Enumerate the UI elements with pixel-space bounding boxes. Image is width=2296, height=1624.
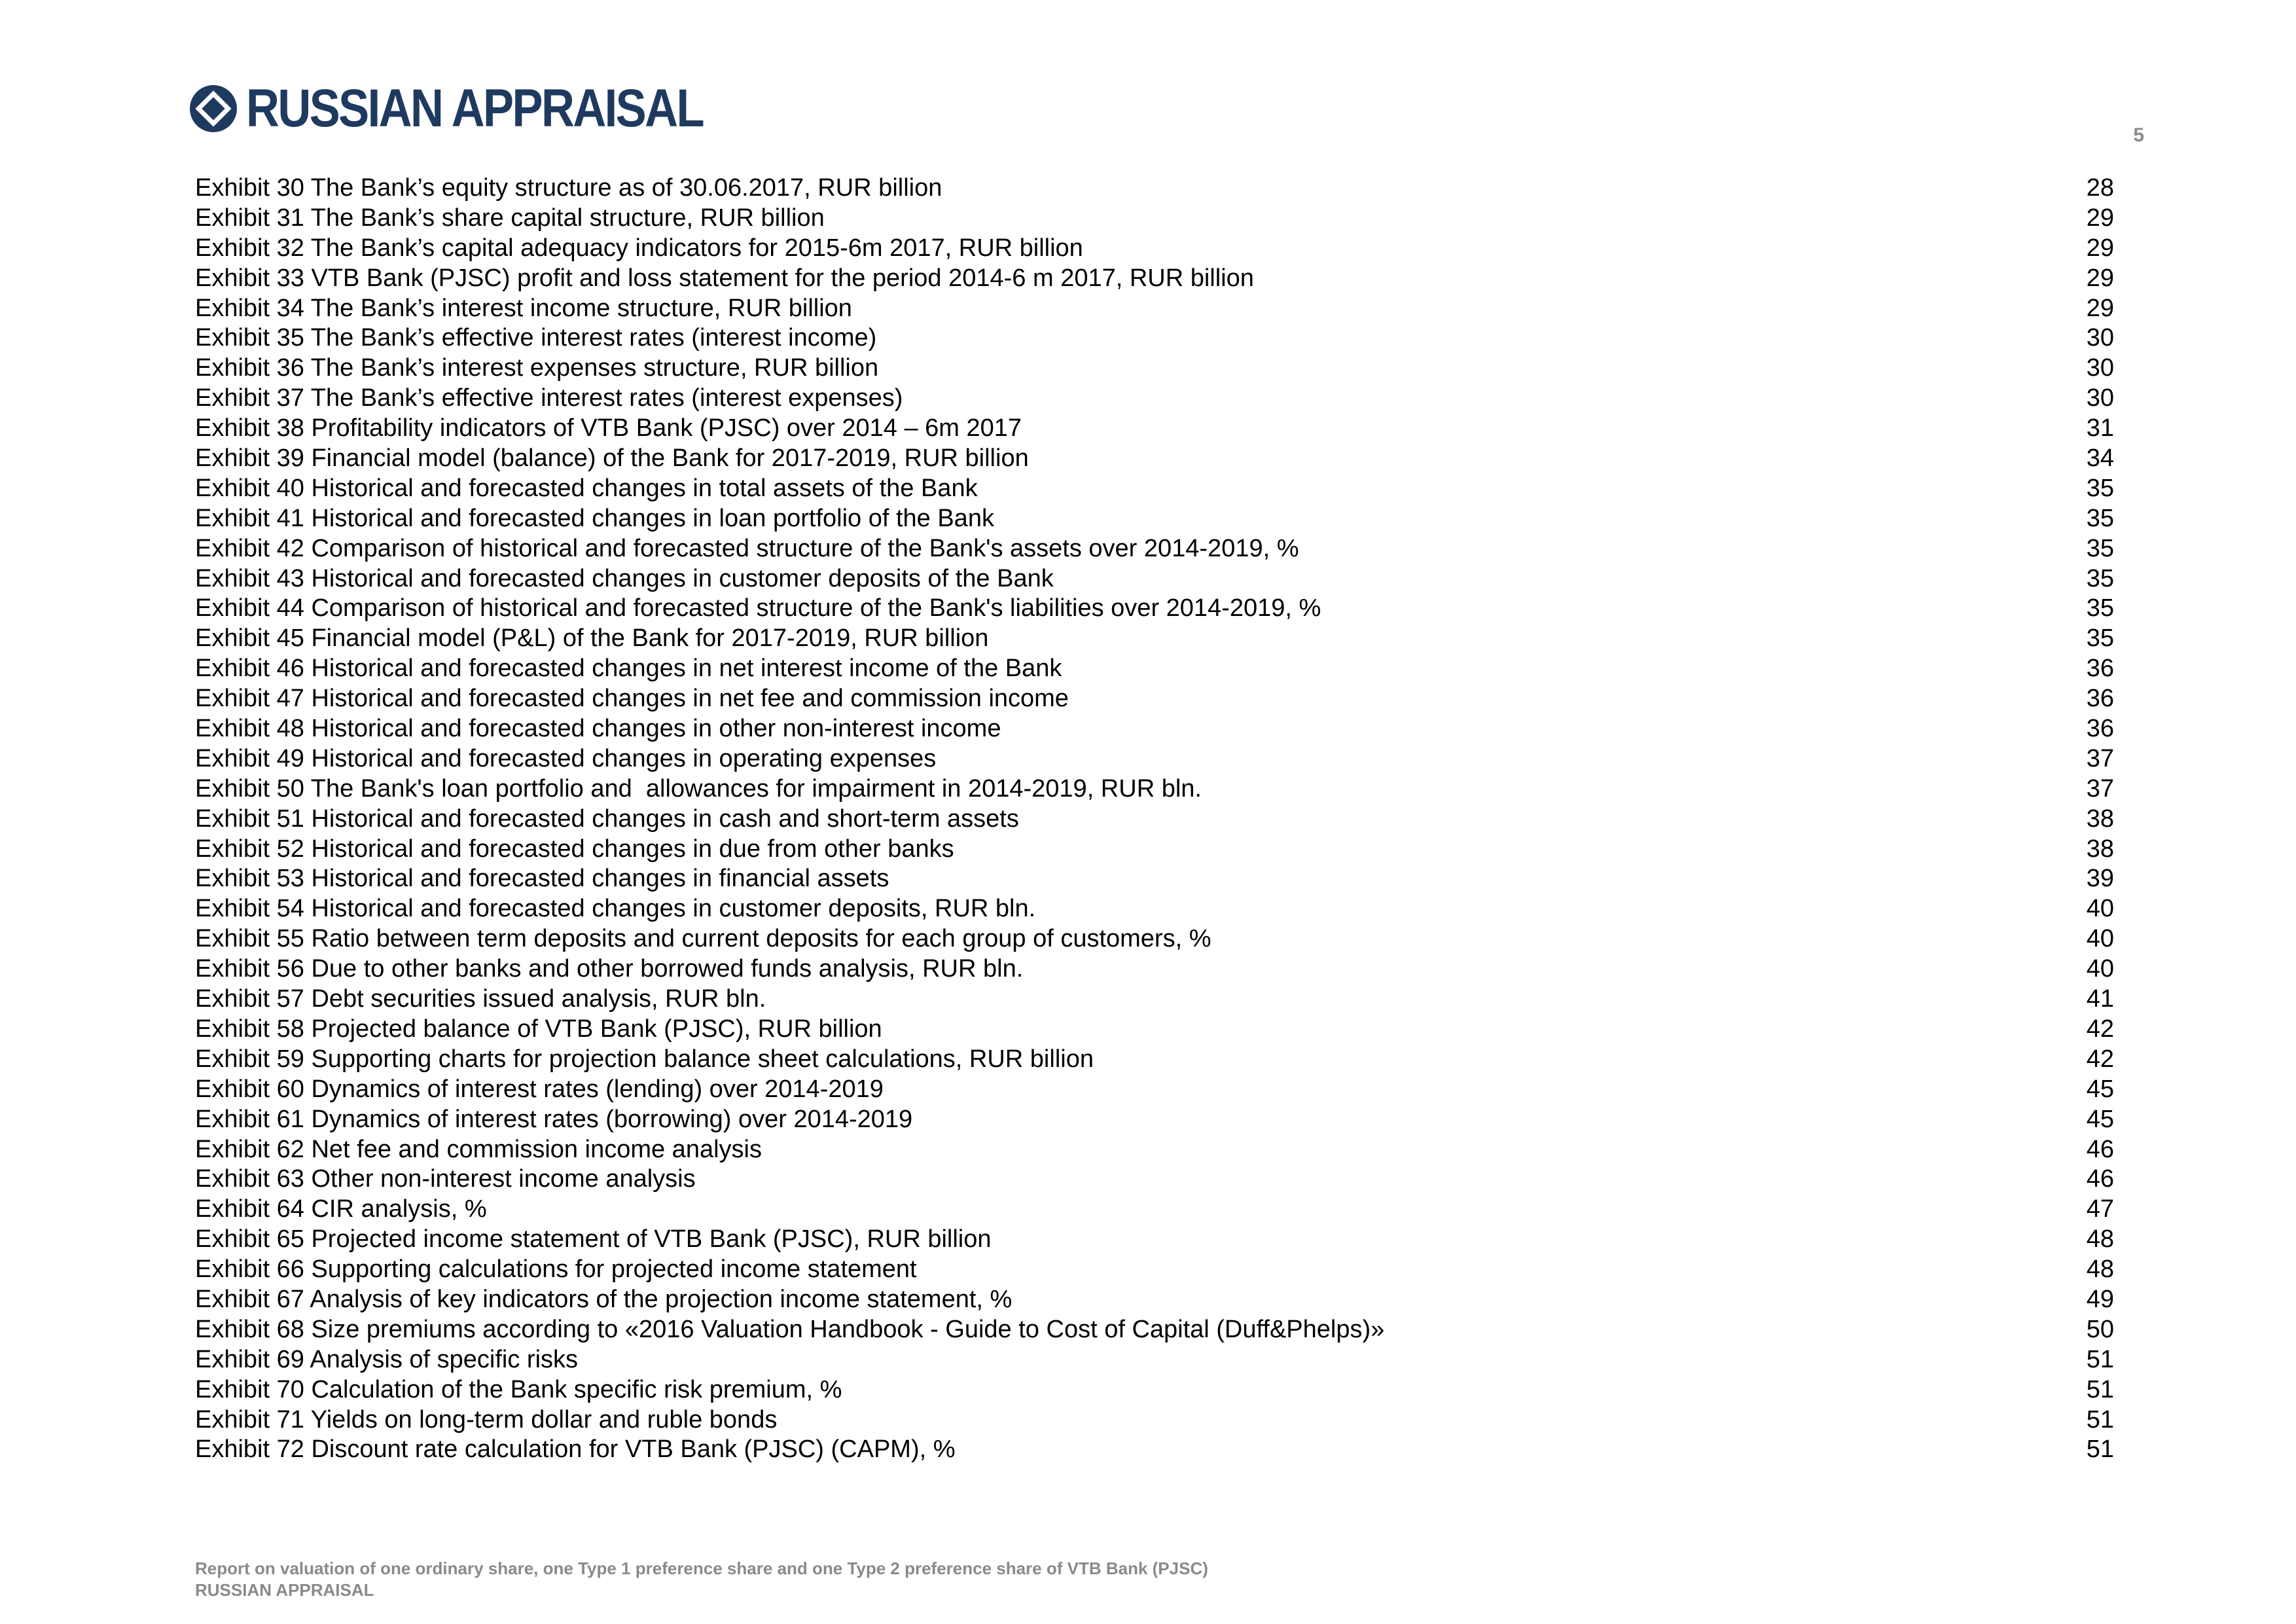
toc-entry[interactable] (195, 744, 2114, 774)
toc-entry-title: Exhibit 53 Historical and forecasted changes in financial assets (195, 865, 889, 893)
toc-entry-page: 29 (2086, 204, 2114, 232)
toc-entry-title: Exhibit 33 VTB Bank (PJSC) profit and loss statement for the period 2014-6 m 2017, RUR billion (195, 264, 1254, 292)
toc-entry[interactable] (195, 1135, 2114, 1165)
toc-entry-page: 35 (2086, 624, 2114, 653)
toc-entry-title: Exhibit 49 Historical and forecasted changes in operating expenses (195, 744, 937, 772)
toc-entry[interactable] (195, 684, 2114, 714)
toc-entry-page: 51 (2086, 1405, 2114, 1434)
toc-entry[interactable] (195, 894, 2114, 924)
toc-entry-title: Exhibit 35 The Bank’s effective interest rates (interest income) (195, 324, 877, 352)
toc-entry[interactable] (195, 924, 2114, 954)
toc-entry-page: 29 (2086, 294, 2114, 322)
toc-entry[interactable] (195, 774, 2114, 804)
toc-entry-title: Exhibit 47 Historical and forecasted changes in net fee and commission income (195, 685, 1069, 713)
toc-entry[interactable] (195, 1105, 2114, 1135)
toc-entry-page: 40 (2086, 925, 2114, 953)
toc-entry-title: Exhibit 52 Historical and forecasted changes in due from other banks (195, 835, 954, 863)
toc-entry-page: 42 (2086, 1045, 2114, 1073)
toc-entry-page: 31 (2086, 414, 2114, 442)
toc-entry[interactable] (195, 714, 2114, 744)
toc-entry-page: 30 (2086, 354, 2114, 382)
toc-entry-page: 36 (2086, 655, 2114, 683)
toc-entry[interactable] (195, 1315, 2114, 1345)
toc-entry-title: Exhibit 38 Profitability indicators of VTB Bank (PJSC) over 2014 – 6m 2017 (195, 414, 1022, 442)
toc-entry-title: Exhibit 56 Due to other banks and other borrowed funds analysis, RUR bln. (195, 955, 1024, 983)
toc-entry-page: 42 (2086, 1015, 2114, 1043)
toc-entry[interactable] (195, 1285, 2114, 1315)
toc-entry-title: Exhibit 44 Comparison of historical and forecasted structure of the Bank's liabilities over 2014-2019, % (195, 594, 1321, 623)
toc-entry-title: Exhibit 67 Analysis of key indicators of the projection income statement, % (195, 1285, 1013, 1313)
toc-entry-page: 48 (2086, 1255, 2114, 1284)
toc-entry-page: 45 (2086, 1105, 2114, 1133)
toc-entry-title: Exhibit 72 Discount rate calculation for VTB Bank (PJSC) (CAPM), % (195, 1435, 956, 1464)
toc-entry-page: 36 (2086, 685, 2114, 713)
toc-entry-page: 28 (2086, 174, 2114, 202)
toc-entry-page: 35 (2086, 564, 2114, 592)
toc-entry-title: Exhibit 32 The Bank’s capital adequacy indicators for 2015-6m 2017, RUR billion (195, 234, 1083, 262)
toc-entry-page: 51 (2086, 1375, 2114, 1403)
toc-entry[interactable] (195, 1405, 2114, 1435)
toc-entry[interactable] (195, 444, 2114, 474)
toc-entry-title: Exhibit 62 Net fee and commission income analysis (195, 1135, 762, 1163)
toc-entry-title: Exhibit 48 Historical and forecasted changes in other non-interest income (195, 715, 1001, 743)
toc-entry[interactable] (195, 984, 2114, 1015)
toc-entry-title: Exhibit 64 CIR analysis, % (195, 1195, 487, 1223)
toc-entry-title: Exhibit 42 Comparison of historical and forecasted structure of the Bank's assets over 2014-2019, % (195, 534, 1299, 562)
toc-entry[interactable] (195, 323, 2114, 353)
toc-entry-page: 48 (2086, 1225, 2114, 1254)
toc-entry-page: 35 (2086, 594, 2114, 623)
toc-entry-page: 50 (2086, 1315, 2114, 1343)
toc-entry[interactable] (195, 534, 2114, 564)
toc-entry[interactable] (195, 1345, 2114, 1375)
toc-entry-page: 37 (2086, 774, 2114, 803)
toc-entry-page: 38 (2086, 804, 2114, 833)
toc-entry[interactable] (195, 384, 2114, 414)
toc-entry-page: 35 (2086, 504, 2114, 532)
toc-entry-title: Exhibit 50 The Bank's loan portfolio and allowances for impairment in 2014-2019, RUR bln. (195, 774, 1202, 803)
toc-entry-title: Exhibit 39 Financial model (balance) of the Bank for 2017-2019, RUR billion (195, 444, 1029, 473)
footer (195, 1558, 1208, 1601)
toc-entry-title: Exhibit 40 Historical and forecasted changes in total assets of the Bank (195, 474, 978, 502)
toc-entry-page: 41 (2086, 985, 2114, 1013)
toc-entry-title: Exhibit 55 Ratio between term deposits and current deposits for each group of customers, % (195, 925, 1211, 953)
toc-entry-page: 46 (2086, 1165, 2114, 1193)
toc-entry[interactable] (195, 1045, 2114, 1075)
toc-entry-page: 35 (2086, 474, 2114, 502)
toc-entry-title: Exhibit 60 Dynamics of interest rates (lending) over 2014-2019 (195, 1075, 884, 1103)
toc-entry-title: Exhibit 36 The Bank’s interest expenses structure, RUR billion (195, 354, 879, 382)
toc-entry-title: Exhibit 34 The Bank’s interest income structure, RUR billion (195, 294, 852, 322)
toc-entry-page: 51 (2086, 1345, 2114, 1373)
toc-entry[interactable] (195, 864, 2114, 894)
toc-entry[interactable] (195, 804, 2114, 835)
toc-entry-page: 37 (2086, 744, 2114, 772)
toc-entry[interactable] (195, 1225, 2114, 1255)
company-logo (188, 81, 778, 136)
toc-entry-page: 34 (2086, 444, 2114, 473)
toc-entry[interactable] (195, 264, 2114, 294)
toc-entry-page: 51 (2086, 1435, 2114, 1464)
toc-entry-title: Exhibit 57 Debt securities issued analysis, RUR bln. (195, 985, 766, 1013)
toc-entry-title: Exhibit 69 Analysis of specific risks (195, 1345, 579, 1373)
toc-entry-title: Exhibit 45 Financial model (P&L) of the Bank for 2017-2019, RUR billion (195, 624, 989, 653)
toc-entry[interactable] (195, 624, 2114, 654)
footer-company-name: RUSSIAN APPRAISAL (195, 1580, 374, 1600)
toc-entry-title: Exhibit 30 The Bank’s equity structure as of 30.06.2017, RUR billion (195, 174, 942, 202)
toc-entry-title: Exhibit 43 Historical and forecasted changes in customer deposits of the Bank (195, 564, 1054, 592)
exhibit-list (195, 173, 2114, 1465)
toc-entry[interactable] (195, 1375, 2114, 1405)
toc-entry-page: 36 (2086, 715, 2114, 743)
toc-entry-title: Exhibit 51 Historical and forecasted changes in cash and short-term assets (195, 804, 1019, 833)
toc-entry-page: 29 (2086, 264, 2114, 292)
toc-entry-title: Exhibit 37 The Bank’s effective interest rates (interest expenses) (195, 384, 903, 412)
toc-entry[interactable] (195, 474, 2114, 504)
toc-entry-title: Exhibit 31 The Bank’s share capital structure, RUR billion (195, 204, 825, 232)
toc-entry-title: Exhibit 41 Historical and forecasted changes in loan portfolio of the Bank (195, 504, 994, 532)
toc-entry[interactable] (195, 564, 2114, 594)
toc-entry[interactable] (195, 294, 2114, 324)
toc-entry[interactable] (195, 835, 2114, 865)
toc-entry[interactable] (195, 594, 2114, 624)
logo-text: RUSSIAN APPRAISAL (246, 79, 703, 138)
toc-entry-page: 39 (2086, 865, 2114, 893)
toc-entry[interactable] (195, 353, 2114, 384)
toc-entry-title: Exhibit 66 Supporting calculations for projected income statement (195, 1255, 917, 1284)
toc-entry[interactable] (195, 234, 2114, 264)
toc-entry-page: 29 (2086, 234, 2114, 262)
toc-entry-title: Exhibit 58 Projected balance of VTB Bank (PJSC), RUR billion (195, 1015, 882, 1043)
toc-entry[interactable] (195, 954, 2114, 984)
toc-entry-page: 49 (2086, 1285, 2114, 1313)
toc-entry[interactable] (195, 173, 2114, 204)
toc-entry-title: Exhibit 65 Projected income statement of VTB Bank (PJSC), RUR billion (195, 1225, 992, 1254)
toc-entry-page: 45 (2086, 1075, 2114, 1103)
toc-entry-title: Exhibit 68 Size premiums according to «2016 Valuation Handbook - Guide to Cost of Capital (Duff&Phelps)» (195, 1315, 1385, 1343)
toc-entry[interactable] (195, 1075, 2114, 1105)
toc-entry[interactable] (195, 504, 2114, 534)
toc-entry[interactable] (195, 1195, 2114, 1225)
toc-entry-title: Exhibit 59 Supporting charts for projection balance sheet calculations, RUR billion (195, 1045, 1094, 1073)
page-number: 5 (2133, 124, 2144, 146)
toc-entry-title: Exhibit 61 Dynamics of interest rates (borrowing) over 2014-2019 (195, 1105, 913, 1133)
toc-entry[interactable] (195, 1015, 2114, 1045)
toc-entry[interactable] (195, 654, 2114, 684)
toc-entry[interactable] (195, 414, 2114, 444)
toc-entry-page: 30 (2086, 384, 2114, 412)
toc-entry[interactable] (195, 204, 2114, 234)
toc-entry-page: 40 (2086, 895, 2114, 923)
toc-entry-page: 38 (2086, 835, 2114, 863)
toc-entry-title: Exhibit 63 Other non-interest income analysis (195, 1165, 696, 1193)
toc-entry-page: 47 (2086, 1195, 2114, 1223)
footer-report-title: Report on valuation of one ordinary share, one Type 1 preference share and one Type 2 preference share of VTB Bank (PJSC) (195, 1559, 1208, 1578)
toc-entry-title: Exhibit 54 Historical and forecasted changes in customer deposits, RUR bln. (195, 895, 1036, 923)
toc-entry-title: Exhibit 46 Historical and forecasted changes in net interest income of the Bank (195, 655, 1062, 683)
toc-entry[interactable] (195, 1164, 2114, 1195)
toc-entry-page: 40 (2086, 955, 2114, 983)
diamond-logo-icon (188, 84, 238, 134)
toc-entry-title: Exhibit 70 Calculation of the Bank specific risk premium, % (195, 1375, 842, 1403)
toc-entry-page: 30 (2086, 324, 2114, 352)
toc-entry-page: 35 (2086, 534, 2114, 562)
toc-entry[interactable] (195, 1255, 2114, 1285)
toc-entry-page: 46 (2086, 1135, 2114, 1163)
toc-entry-title: Exhibit 71 Yields on long-term dollar and ruble bonds (195, 1405, 778, 1434)
toc-entry[interactable] (195, 1435, 2114, 1465)
